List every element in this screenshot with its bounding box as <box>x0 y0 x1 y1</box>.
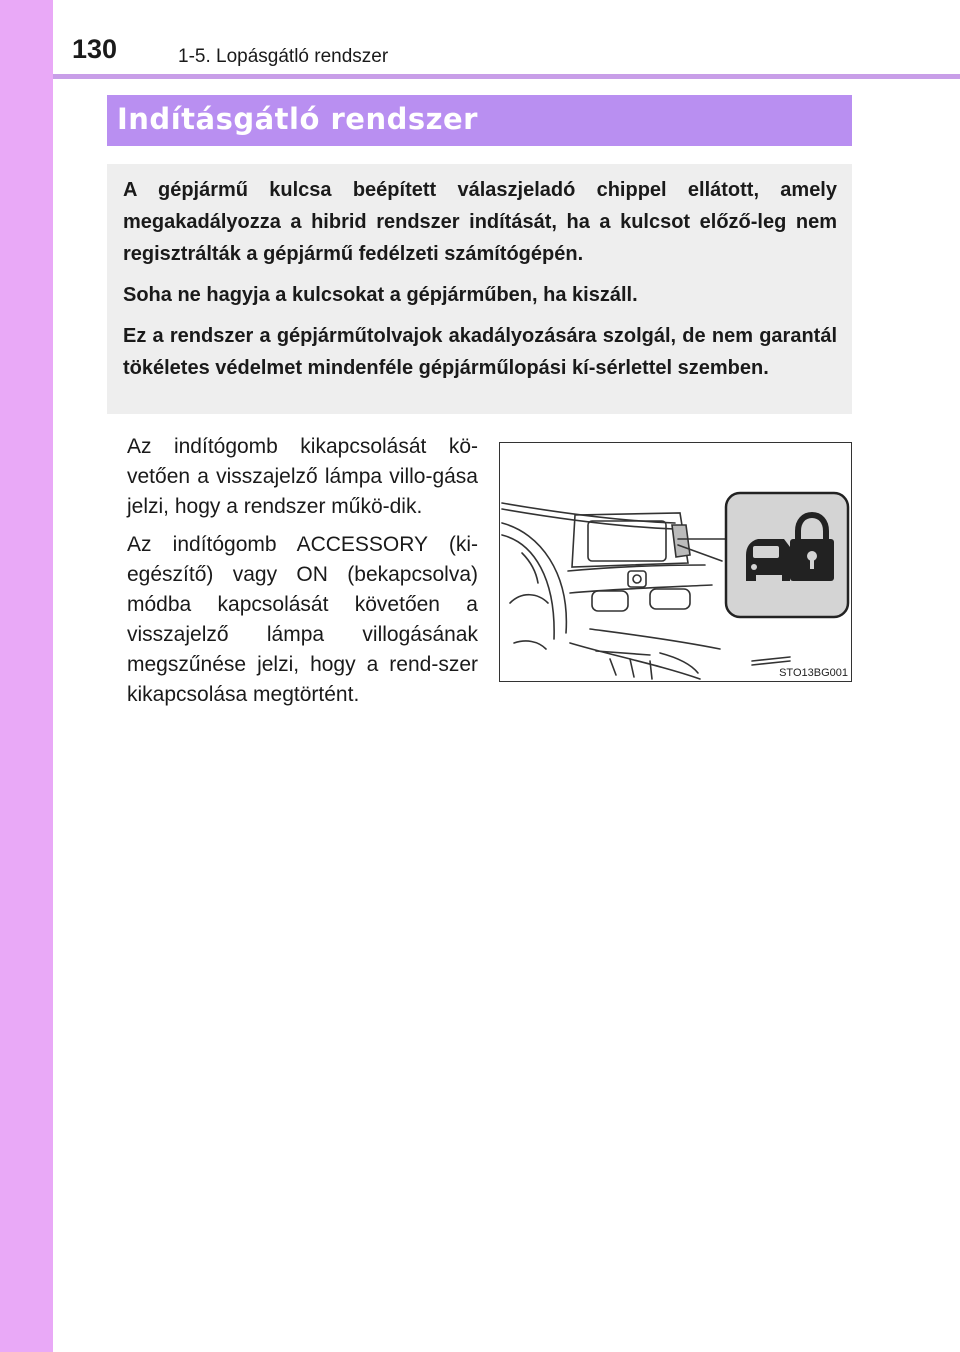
intro-paragraph: Soha ne hagyja a kulcsokat a gépjárműben, ha kiszáll. <box>123 284 638 306</box>
intro-paragraph: A gépjármű kulcsa beépített válaszjeladó chippel ellátott, amely megakadályozza a hibrid rendszer indítását, ha a kulcsot előző-leg nem regisztrálták a gépjármű fedélzeti számítógépén. <box>123 179 837 265</box>
title-bar <box>107 95 852 146</box>
figure-code: STO13BG001 <box>779 667 848 679</box>
page-number: 130 <box>72 34 118 64</box>
body-paragraph: Az indítógomb kikapcsolását kö-vetően a visszajelző lámpa villo-gása jelzi, hogy a rendszer műkö-dik. <box>127 435 478 518</box>
body-text <box>127 432 478 718</box>
body-paragraph: Az indítógomb ACCESSORY (ki-egészítő) vagy ON (bekapcsolva) módba kapcsolását követően a visszajelző lámpa villogásának megszűnése jelzi, hogy a rend-szer kikapcsolása megtörtént. <box>127 533 478 706</box>
side-strip <box>0 0 53 1352</box>
dashboard-figure <box>499 442 852 682</box>
page-title: Indításgátló rendszer <box>117 102 478 136</box>
header-divider <box>53 74 960 79</box>
section-label: 1-5. Lopásgátló rendszer <box>178 46 389 67</box>
intro-box <box>107 164 852 414</box>
intro-paragraph: Ez a rendszer a gépjárműtolvajok akadályozására szolgál, de nem garantál tökéletes védelmet mindenféle gépjárműlopási kí-sérlettel szemben. <box>123 325 837 379</box>
dashboard-illustration <box>500 443 852 682</box>
